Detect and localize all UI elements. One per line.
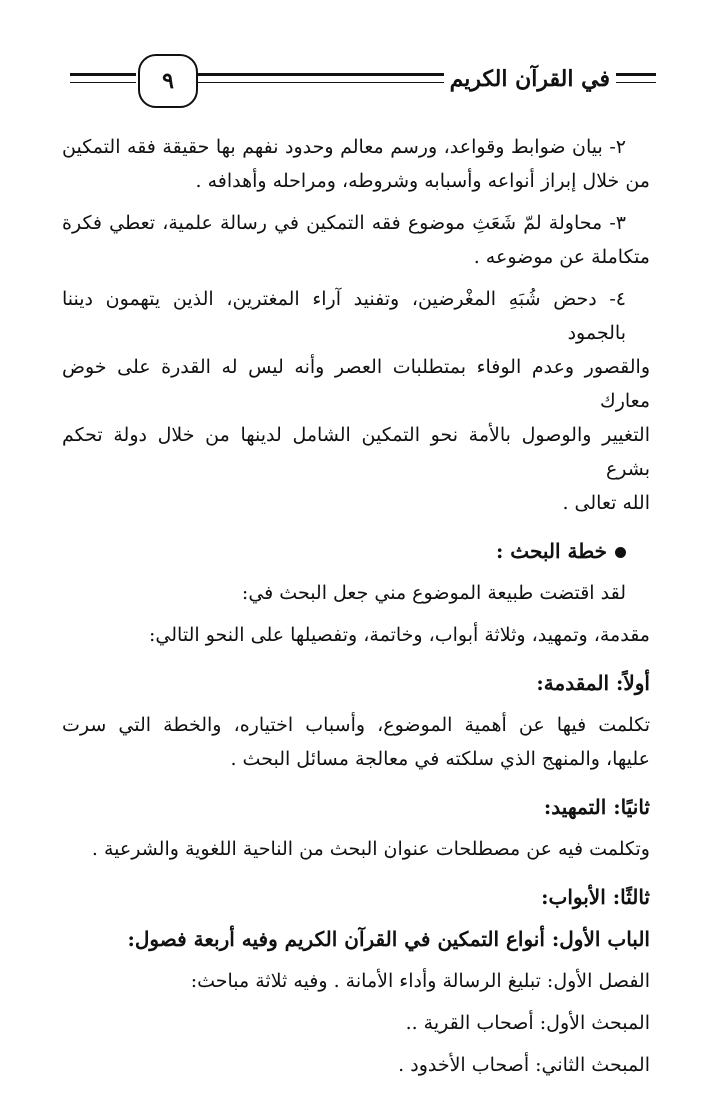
objective-item-4 — [62, 282, 650, 520]
paragraph-line: ٤- دحض شُبَهِ المغْرضين، وتفنيد آراء المغترين، الذين يتهمون ديننا بالجمود — [62, 288, 626, 344]
running-header — [60, 50, 660, 112]
page-body — [62, 130, 650, 1082]
paragraph-line: ٢- بيان ضوابط وقواعد، ورسم معالم وحدود نفهم بها حقيقة فقه التمكين — [62, 136, 626, 158]
header-rule-left-top — [70, 73, 136, 76]
paragraph-line: الله تعالى . — [562, 492, 650, 514]
section-heading-text: خطة البحث : — [495, 539, 607, 563]
bullet-icon — [615, 547, 626, 558]
header-rule-left-bottom — [70, 82, 136, 83]
section-heading: ثانيًا: التمهيد: — [543, 795, 650, 819]
paragraph-line: والقصور وعدم الوفاء بمتطلبات العصر وأنه ليس له القدرة على خوض معارك — [62, 356, 650, 412]
paragraph-line: لقد اقتضت طبيعة الموضوع مني جعل البحث في: — [241, 582, 626, 604]
page-number: ٩ — [162, 68, 174, 94]
chapter-section-line: الفصل الأول: تبليغ الرسالة وأداء الأمانة . وفيه ثلاثة مباحث: — [190, 970, 650, 992]
paragraph-line: التغيير والوصول بالأمة نحو التمكين الشامل لدينها من خلال دولة تحكم بشرع — [62, 424, 650, 480]
objective-item-2 — [62, 130, 650, 198]
paragraph-line: مقدمة، وتمهيد، وثلاثة أبواب، وخاتمة، وتفصيلها على النحو التالي: — [149, 624, 650, 646]
header-rule-right-bottom — [616, 82, 656, 83]
header-rule-middle-top — [196, 73, 486, 76]
section-heading: أولاً: المقدمة: — [536, 671, 650, 695]
paragraph-line: تكلمت فيها عن أهمية الموضوع، وأسباب اختياره، والخطة التي سرت — [62, 714, 650, 736]
research-plan-section — [62, 534, 650, 652]
topic-line: المبحث الأول: أصحاب القرية .. — [405, 1012, 650, 1034]
objective-item-3 — [62, 206, 650, 274]
preface-section — [62, 790, 650, 866]
introduction-section — [62, 666, 650, 776]
header-rule-middle-bottom — [196, 82, 486, 83]
header-rule-right-top — [616, 73, 656, 76]
paragraph-line: عليها، والمنهج الذي سلكته في معالجة مسائل البحث . — [230, 748, 650, 770]
topic-line: المبحث الثاني: أصحاب الأخدود . — [398, 1054, 650, 1076]
paragraph-line: ٣- محاولة لمّ شَعَثِ موضوع فقه التمكين في رسالة علمية، تعطي فكرة — [62, 212, 626, 234]
header-title: في القرآن الكريم — [444, 66, 616, 92]
page-number-box — [138, 54, 198, 108]
chapter-title: الباب الأول: أنواع التمكين في القرآن الكريم وفيه أربعة فصول: — [127, 927, 650, 951]
paragraph-line: وتكلمت فيه عن مصطلحات عنوان البحث من الناحية اللغوية والشرعية . — [91, 838, 650, 860]
chapters-section — [62, 880, 650, 1082]
paragraph-line: من خلال إبراز أنواعه وأسبابه وشروطه، ومراحله وأهدافه . — [195, 170, 650, 192]
paragraph-line: متكاملة عن موضوعه . — [473, 246, 650, 268]
section-heading — [62, 534, 650, 568]
section-heading: ثالثًا: الأبواب: — [541, 885, 650, 909]
